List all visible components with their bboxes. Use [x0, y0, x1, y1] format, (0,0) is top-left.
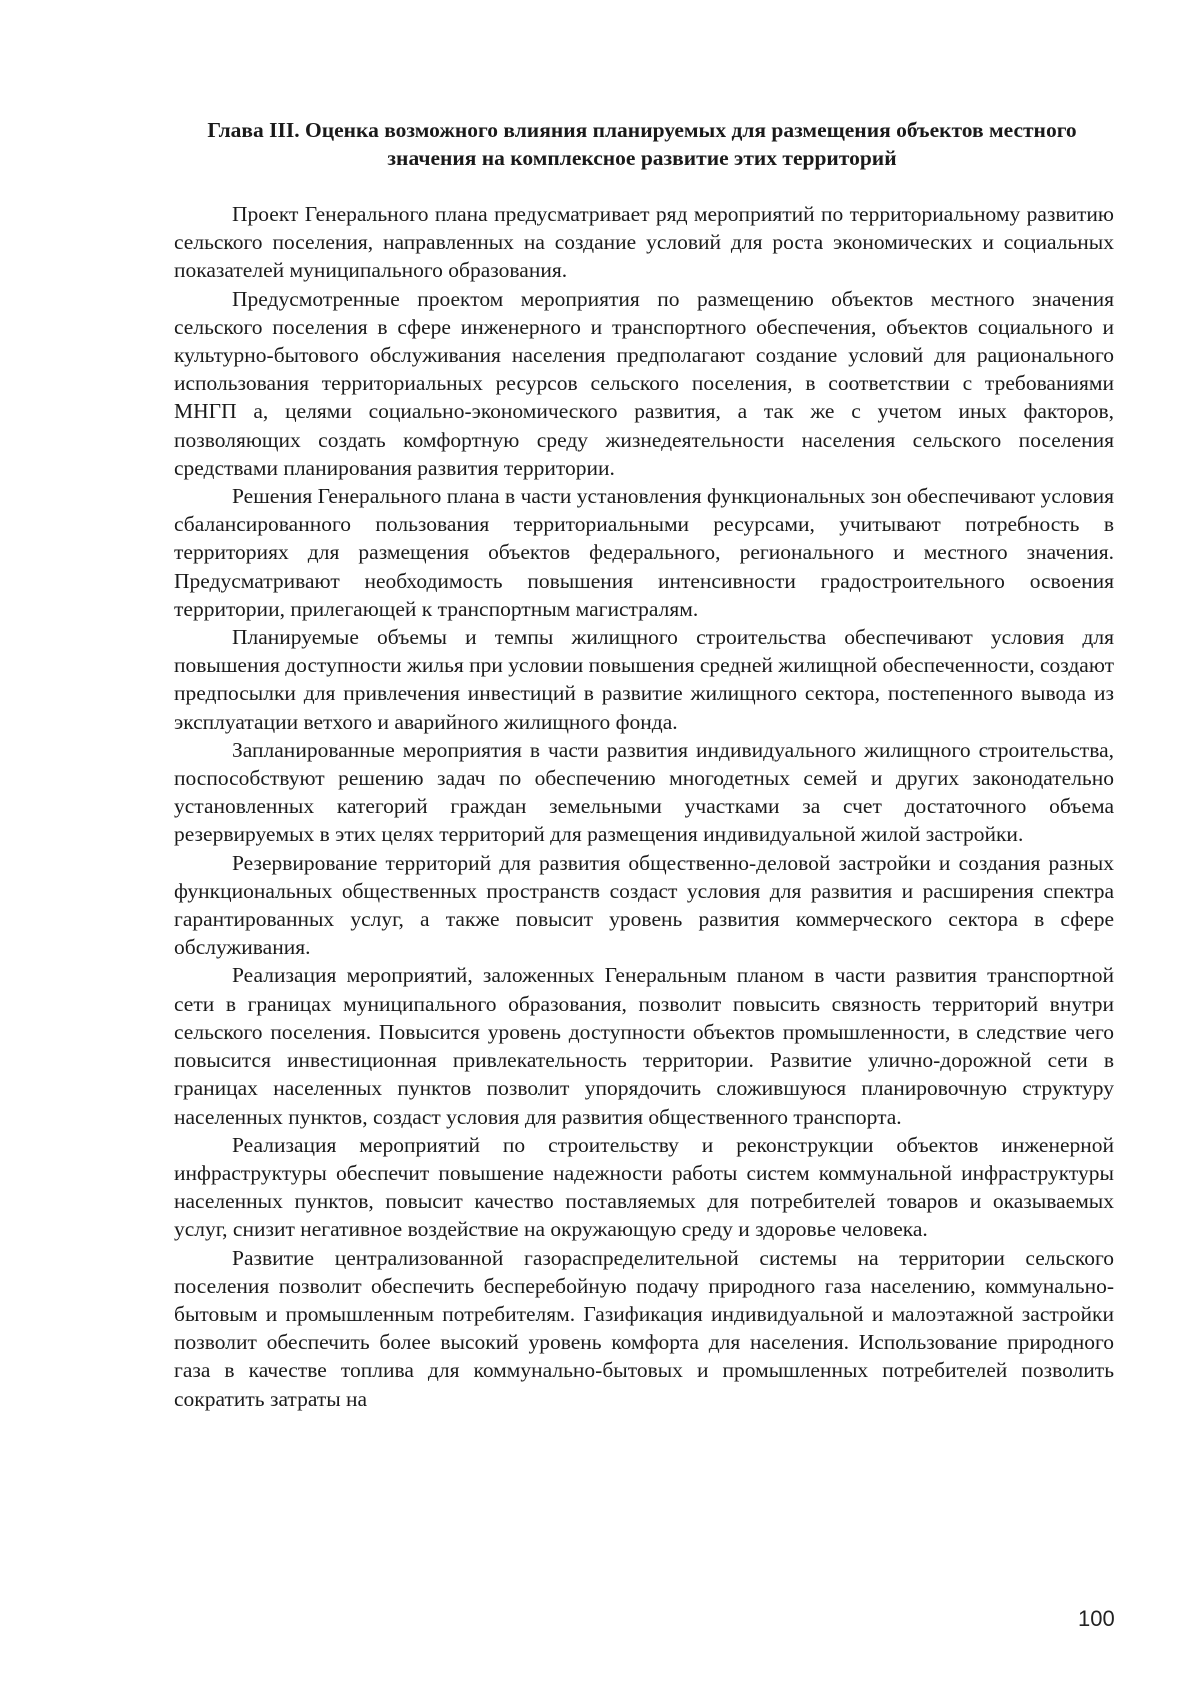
paragraph: Предусмотренные проектом мероприятия по размещению объектов местного значения сельского поселения в сфере инженерного и транспортного обеспечения, объектов социального и культурно-бытового обслуживания населения предполагают создание условий для рационального использования территориальных ресурсов сельского поселения, в соответствии с требованиями МНГП а, целями социально-экономического развития, а так же с учетом иных факторов, позволяющих создать комфортную среду жизнедеятельности населения сельского поселения средствами планирования развития территории.: [174, 286, 1114, 480]
paragraph: Реализация мероприятий по строительству и реконструкции объектов инженерной инфраструктуры обеспечит повышение надежности работы систем коммунальной инфраструктуры населенных пунктов, повысит качество поставляемых для потребителей товаров и оказываемых услуг, снизит негативное воздействие на окружающую среду и здоровье человека.: [174, 1132, 1114, 1242]
chapter-heading: Глава III. Оценка возможного влияния планируемых для размещения объектов местного значения на комплексное развитие этих территорий: [207, 118, 1077, 170]
paragraph: Проект Генерального плана предусматривает ряд мероприятий по территориальному развитию сельского поселения, направленных на создание условий для роста экономических и социальных показателей муниципального образования.: [174, 202, 1114, 283]
paragraph: Развитие централизованной газораспределительной системы на территории сельского поселения позволит обеспечить бесперебойную подачу природного газа населению, коммунально-бытовым и промышленным потребителям. Газификация индивидуальной и малоэтажной застройки позволит обеспечить более высокий уровень комфорта для населения. Использование природного газа в качестве топлива для коммунально-бытовых и промышленных потребителей позволить сократить затраты на: [174, 1245, 1114, 1411]
paragraph: Решения Генерального плана в части установления функциональных зон обеспечивают условия сбалансированного пользования территориальными ресурсами, учитывают потребность в территориях для размещения объектов федерального, регионального и местного значения. Предусматривают необходимость повышения интенсивности градостроительного освоения территории, прилегающей к транспортным магистралям.: [174, 484, 1114, 621]
paragraph: Запланированные мероприятия в части развития индивидуального жилищного строительства, поспособствуют решению задач по обеспечению многодетных семей и других законодательно установленных категорий граждан земельными участками за счет достаточного объема резервируемых в этих целях территорий для размещения индивидуальной жилой застройки.: [174, 737, 1114, 847]
paragraph: Реализация мероприятий, заложенных Генеральным планом в части развития транспортной сети в границах муниципального образования, позволит повысить связность территорий внутри сельского поселения. Повысится уровень доступности объектов промышленности, в следствие чего повысится инвестиционная привлекательность территории. Развитие улично-дорожной сети в границах населенных пунктов позволит упорядочить сложившуюся планировочную структуру населенных пунктов, создаст условия для развития общественного транспорта.: [174, 963, 1114, 1129]
paragraph: Резервирование территорий для развития общественно-деловой застройки и создания разных функциональных общественных пространств создаст условия для развития и расширения спектра гарантированных услуг, а также повысит уровень развития коммерческого сектора в сфере обслуживания.: [174, 850, 1114, 960]
page-number: 100: [1078, 1606, 1115, 1631]
paragraph: Планируемые объемы и темпы жилищного строительства обеспечивают условия для повышения доступности жилья при условии повышения средней жилищной обеспеченности, создают предпосылки для привлечения инвестиций в развитие жилищного сектора, постепенного вывода из эксплуатации ветхого и аварийного жилищного фонда.: [174, 625, 1114, 734]
document-body: [174, 200, 1114, 1413]
